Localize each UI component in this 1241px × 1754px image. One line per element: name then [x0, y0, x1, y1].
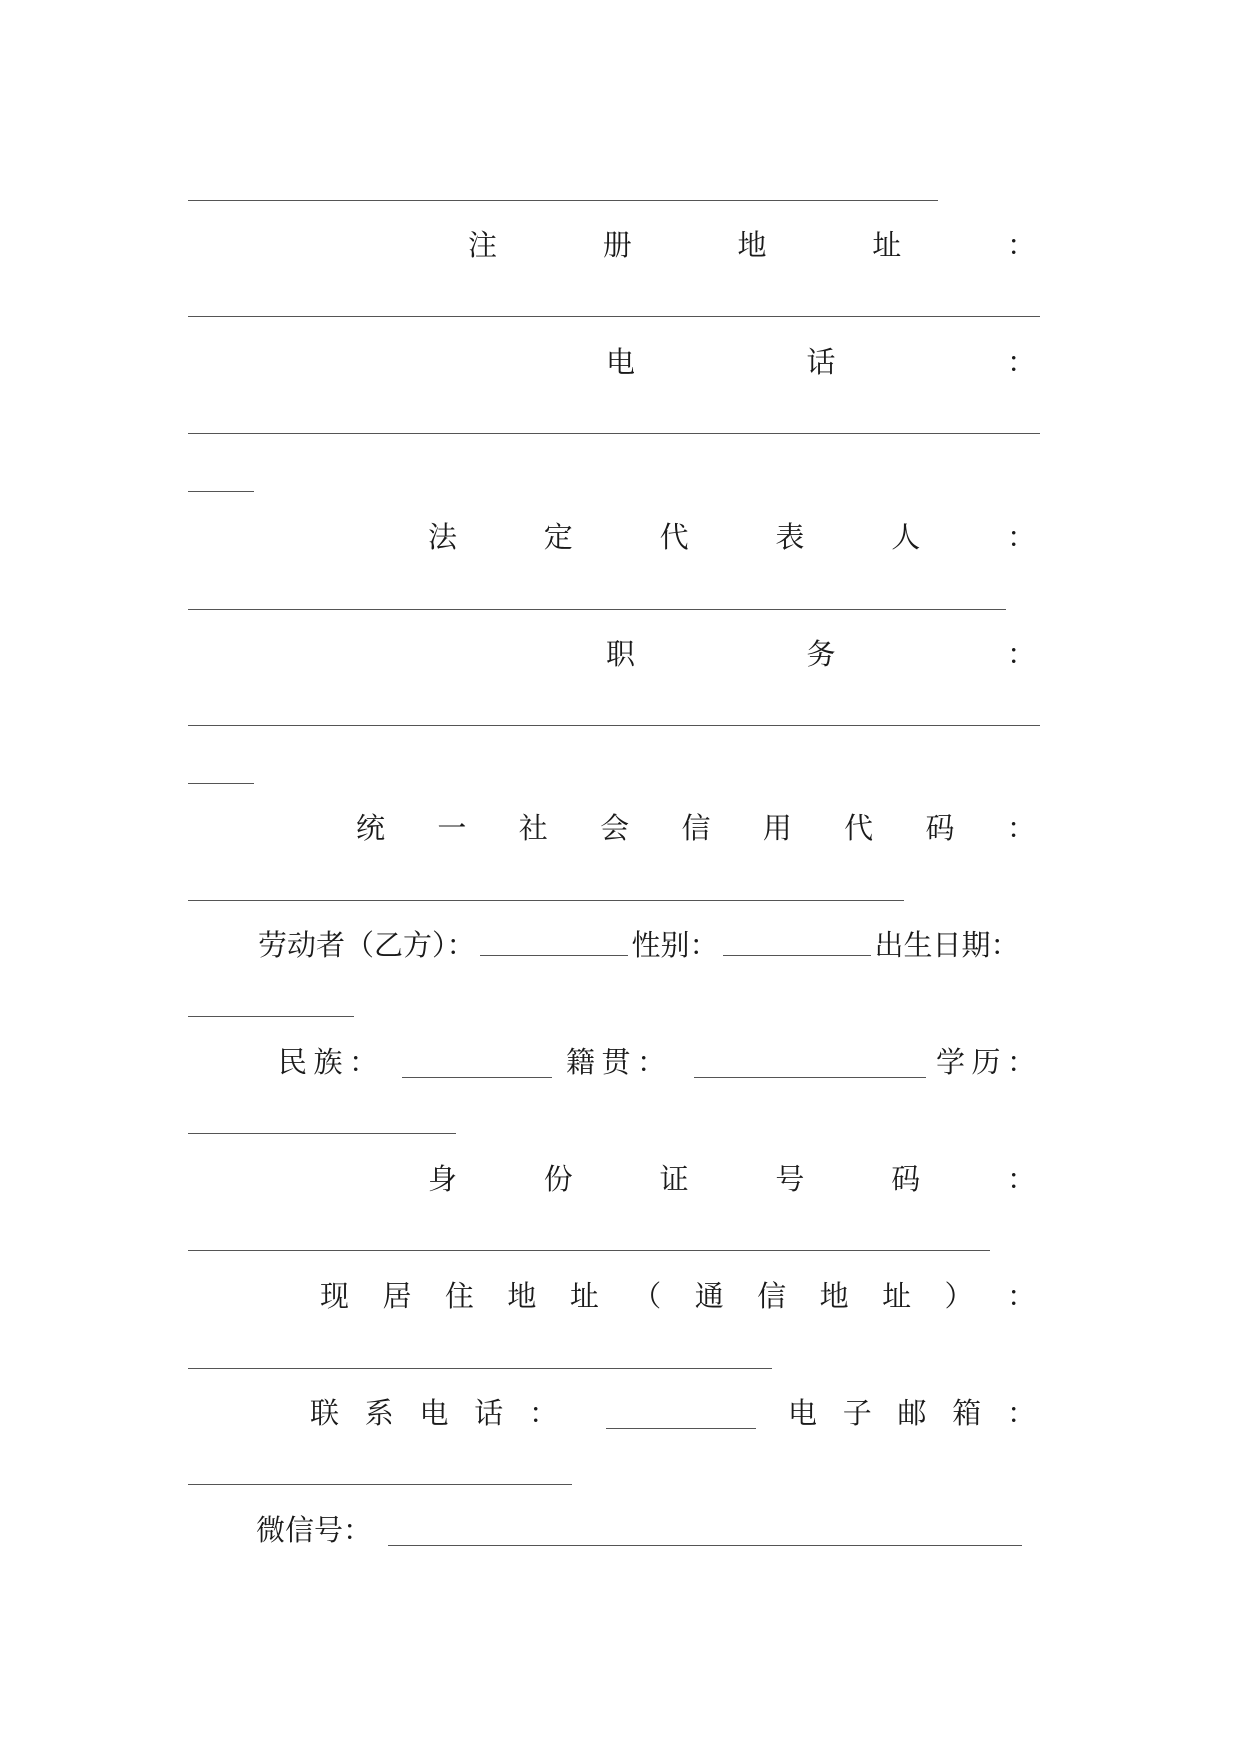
char: 地 — [737, 228, 767, 262]
char: 籍 — [566, 1045, 596, 1079]
char: ： — [1006, 1045, 1036, 1079]
char: ： — [1006, 637, 1036, 671]
char: 话 — [474, 1396, 504, 1430]
phone-label — [606, 345, 1036, 379]
ethnicity-label — [278, 1045, 378, 1079]
native-place-blank[interactable] — [694, 1077, 926, 1078]
char: 地 — [507, 1279, 537, 1313]
birth-date-label: 出生日期： — [874, 928, 1020, 962]
char: 信 — [681, 811, 711, 845]
fill-line — [188, 200, 938, 201]
char: 代 — [659, 520, 689, 554]
employee-basic-row — [258, 928, 1020, 962]
education-blank[interactable] — [188, 1133, 456, 1134]
char: 定 — [543, 520, 573, 554]
char: 信 — [757, 1279, 787, 1313]
char: 身 — [428, 1162, 458, 1196]
char: 民 — [278, 1045, 308, 1079]
contact-phone-blank[interactable] — [606, 1428, 756, 1429]
char: 社 — [518, 811, 548, 845]
char: 址 — [882, 1279, 912, 1313]
char: ） — [944, 1279, 974, 1313]
char: 通 — [694, 1279, 724, 1313]
legal-representative-blank[interactable] — [188, 609, 1006, 610]
current-address-blank[interactable] — [188, 1368, 772, 1369]
gender-label: 性别： — [631, 928, 719, 962]
char: 表 — [775, 520, 805, 554]
id-number-blank[interactable] — [188, 1250, 990, 1251]
char: 会 — [600, 811, 630, 845]
contact-phone-label — [310, 1396, 558, 1430]
char: 话 — [806, 345, 836, 379]
char: 代 — [844, 811, 874, 845]
registered-address-label — [468, 228, 1036, 262]
char: 号 — [775, 1162, 805, 1196]
position-label — [606, 637, 1036, 671]
char: 历 — [971, 1045, 1001, 1079]
char: 证 — [659, 1162, 689, 1196]
char: 址 — [872, 228, 902, 262]
char: 电 — [419, 1396, 449, 1430]
char: 址 — [569, 1279, 599, 1313]
char: ： — [1006, 1279, 1036, 1313]
char: 职 — [606, 637, 636, 671]
char: 地 — [819, 1279, 849, 1313]
position-blank[interactable] — [188, 725, 1040, 726]
char: 联 — [310, 1396, 340, 1430]
char: 码 — [925, 811, 955, 845]
char: 系 — [364, 1396, 394, 1430]
char: 族 — [313, 1045, 343, 1079]
char: 箱 — [952, 1396, 982, 1430]
current-address-label — [320, 1279, 1036, 1313]
wechat-blank[interactable] — [388, 1545, 1022, 1546]
wechat-label: 微信号： — [256, 1513, 373, 1547]
employee-name-blank[interactable] — [480, 955, 628, 956]
native-place-label — [566, 1045, 666, 1079]
birth-date-blank[interactable] — [188, 1016, 354, 1017]
phone-blank[interactable] — [188, 433, 1040, 434]
char: ： — [1006, 520, 1036, 554]
ethnicity-blank[interactable] — [402, 1077, 552, 1078]
phone-blank-tail[interactable] — [188, 491, 254, 492]
char: ： — [636, 1045, 666, 1079]
char: 子 — [842, 1396, 872, 1430]
char: （ — [632, 1279, 662, 1313]
char: ： — [1006, 1162, 1036, 1196]
char: 码 — [891, 1162, 921, 1196]
credit-code-blank[interactable] — [188, 900, 904, 901]
char: 电 — [606, 345, 636, 379]
char: ： — [348, 1045, 378, 1079]
char: 贯 — [601, 1045, 631, 1079]
education-label — [936, 1045, 1036, 1079]
char: ： — [528, 1396, 558, 1430]
char: 邮 — [897, 1396, 927, 1430]
legal-representative-label — [428, 520, 1036, 554]
email-label — [788, 1396, 1036, 1430]
char: 学 — [936, 1045, 966, 1079]
char: ： — [1006, 811, 1036, 845]
char: 份 — [543, 1162, 573, 1196]
char: 居 — [382, 1279, 412, 1313]
gender-blank[interactable] — [723, 955, 871, 956]
char: 现 — [320, 1279, 350, 1313]
char: 人 — [891, 520, 921, 554]
char: 注 — [468, 228, 498, 262]
char: 住 — [444, 1279, 474, 1313]
char: 务 — [806, 637, 836, 671]
email-blank[interactable] — [188, 1484, 572, 1485]
credit-code-label — [356, 811, 1036, 845]
employee-name-label: 劳动者（乙方）： — [258, 928, 476, 962]
registered-address-blank[interactable] — [188, 316, 1040, 317]
char: 统 — [356, 811, 386, 845]
char: 一 — [437, 811, 467, 845]
char: ： — [1006, 1396, 1036, 1430]
char: ： — [1006, 345, 1036, 379]
id-number-label — [428, 1162, 1036, 1196]
char: ： — [1006, 228, 1036, 262]
char: 法 — [428, 520, 458, 554]
char: 册 — [602, 228, 632, 262]
char: 电 — [788, 1396, 818, 1430]
char: 用 — [762, 811, 792, 845]
position-blank-tail[interactable] — [188, 783, 254, 784]
